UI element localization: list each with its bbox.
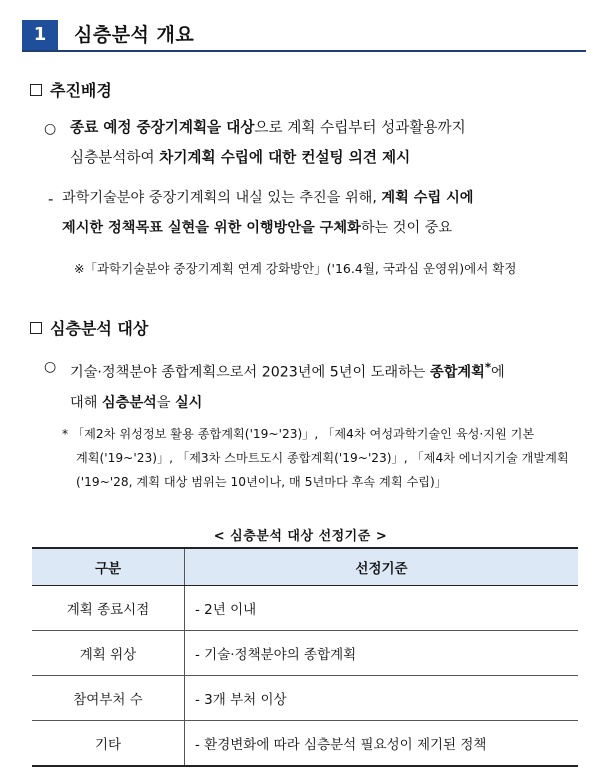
background-paragraph-1 (70, 113, 466, 173)
body-text: 심층분석하여 (70, 149, 160, 166)
emphasis-text: 종료 예정 중장기계획을 대상 (70, 119, 255, 136)
section-heading-background (30, 78, 112, 101)
footnote-line: ('19~'28, 계획 대상 범위는 10년이나, 매 5년마다 후속 계획 수립)」 (76, 475, 447, 489)
table-cell-criterion: - 기술·정책분야의 종합계획 (185, 631, 579, 676)
checkbox-square-icon (30, 84, 42, 96)
section-heading-target (30, 316, 148, 339)
emphasis-text: 심층분석 (101, 394, 157, 411)
table-cell-category: 계획 위상 (32, 631, 185, 676)
emphasis-text: 종합계획 (430, 364, 485, 381)
body-text: 을 (156, 394, 175, 411)
table-row (32, 676, 578, 721)
body-text: 에 (491, 364, 505, 381)
checkbox-square-icon (30, 322, 42, 334)
table-cell-criterion: - 환경변화에 따라 심층분석 필요성이 제기된 정책 (185, 721, 579, 767)
table-row (32, 631, 578, 676)
table-cell-criterion: - 2년 이내 (185, 586, 579, 631)
section-title: 추진배경 (50, 81, 112, 100)
table-caption: < 심층분석 대상 선정기준 > (213, 529, 388, 544)
body-text: 대해 (70, 394, 102, 411)
body-text: 과학기술분야 중장기계획의 내실 있는 추진을 위해, (62, 190, 382, 206)
emphasis-text: 제시한 정책목표 실현을 위한 이행방안을 구체화 (62, 220, 361, 236)
target-footnote (62, 422, 569, 494)
emphasis-text: 실시 (174, 394, 203, 411)
body-text: 하는 것이 중요 (360, 220, 453, 236)
reference-note: ※「과학기술분야 중장기계획 연계 강화방안」('16.4월, 국과심 운영위)에서 확정 (74, 261, 517, 276)
column-header: 선정기준 (185, 548, 579, 586)
page-title: 심층분석 개요 (74, 24, 195, 46)
section-number-badge: 1 (22, 20, 58, 50)
table-cell-category: 기타 (32, 721, 185, 767)
background-paragraph-2 (62, 183, 474, 243)
section-title: 심층분석 대상 (50, 319, 149, 338)
table-header-row (32, 548, 578, 586)
table-cell-category: 참여부처 수 (32, 676, 185, 721)
table-row (32, 586, 578, 631)
criteria-table (32, 547, 578, 767)
section-header (22, 20, 586, 52)
emphasis-text: 계획 수립 시에 (381, 190, 474, 206)
emphasis-text: 차기계획 수립에 대한 컨설팅 의견 제시 (159, 149, 411, 166)
footnote-line: * 「제2차 위성정보 활용 종합계획('19~'23)」, 「제4차 여성과학기술인 육성·지원 기본 (62, 427, 535, 441)
body-text: 으로 계획 수립부터 성과활용까지 (254, 119, 466, 136)
circle-bullet-icon: ○ (44, 121, 57, 137)
circle-bullet-icon: ○ (44, 359, 57, 375)
table-cell-category: 계획 종료시점 (32, 586, 185, 631)
target-paragraph (70, 352, 505, 418)
footnote-line: 계획('19~'23)」, 「제3차 스마트도시 종합계획('19~'23)」, 「제4차 에너지기술 개발계획 (76, 451, 569, 465)
body-text: 기술·정책분야 종합계획으로서 2023년에 5년이 도래하는 (70, 364, 431, 381)
column-header: 구분 (32, 548, 185, 586)
table-cell-criterion: - 3개 부처 이상 (185, 676, 579, 721)
footnote-marker: * (484, 360, 492, 374)
dash-bullet: - (48, 190, 54, 208)
table-row (32, 721, 578, 767)
